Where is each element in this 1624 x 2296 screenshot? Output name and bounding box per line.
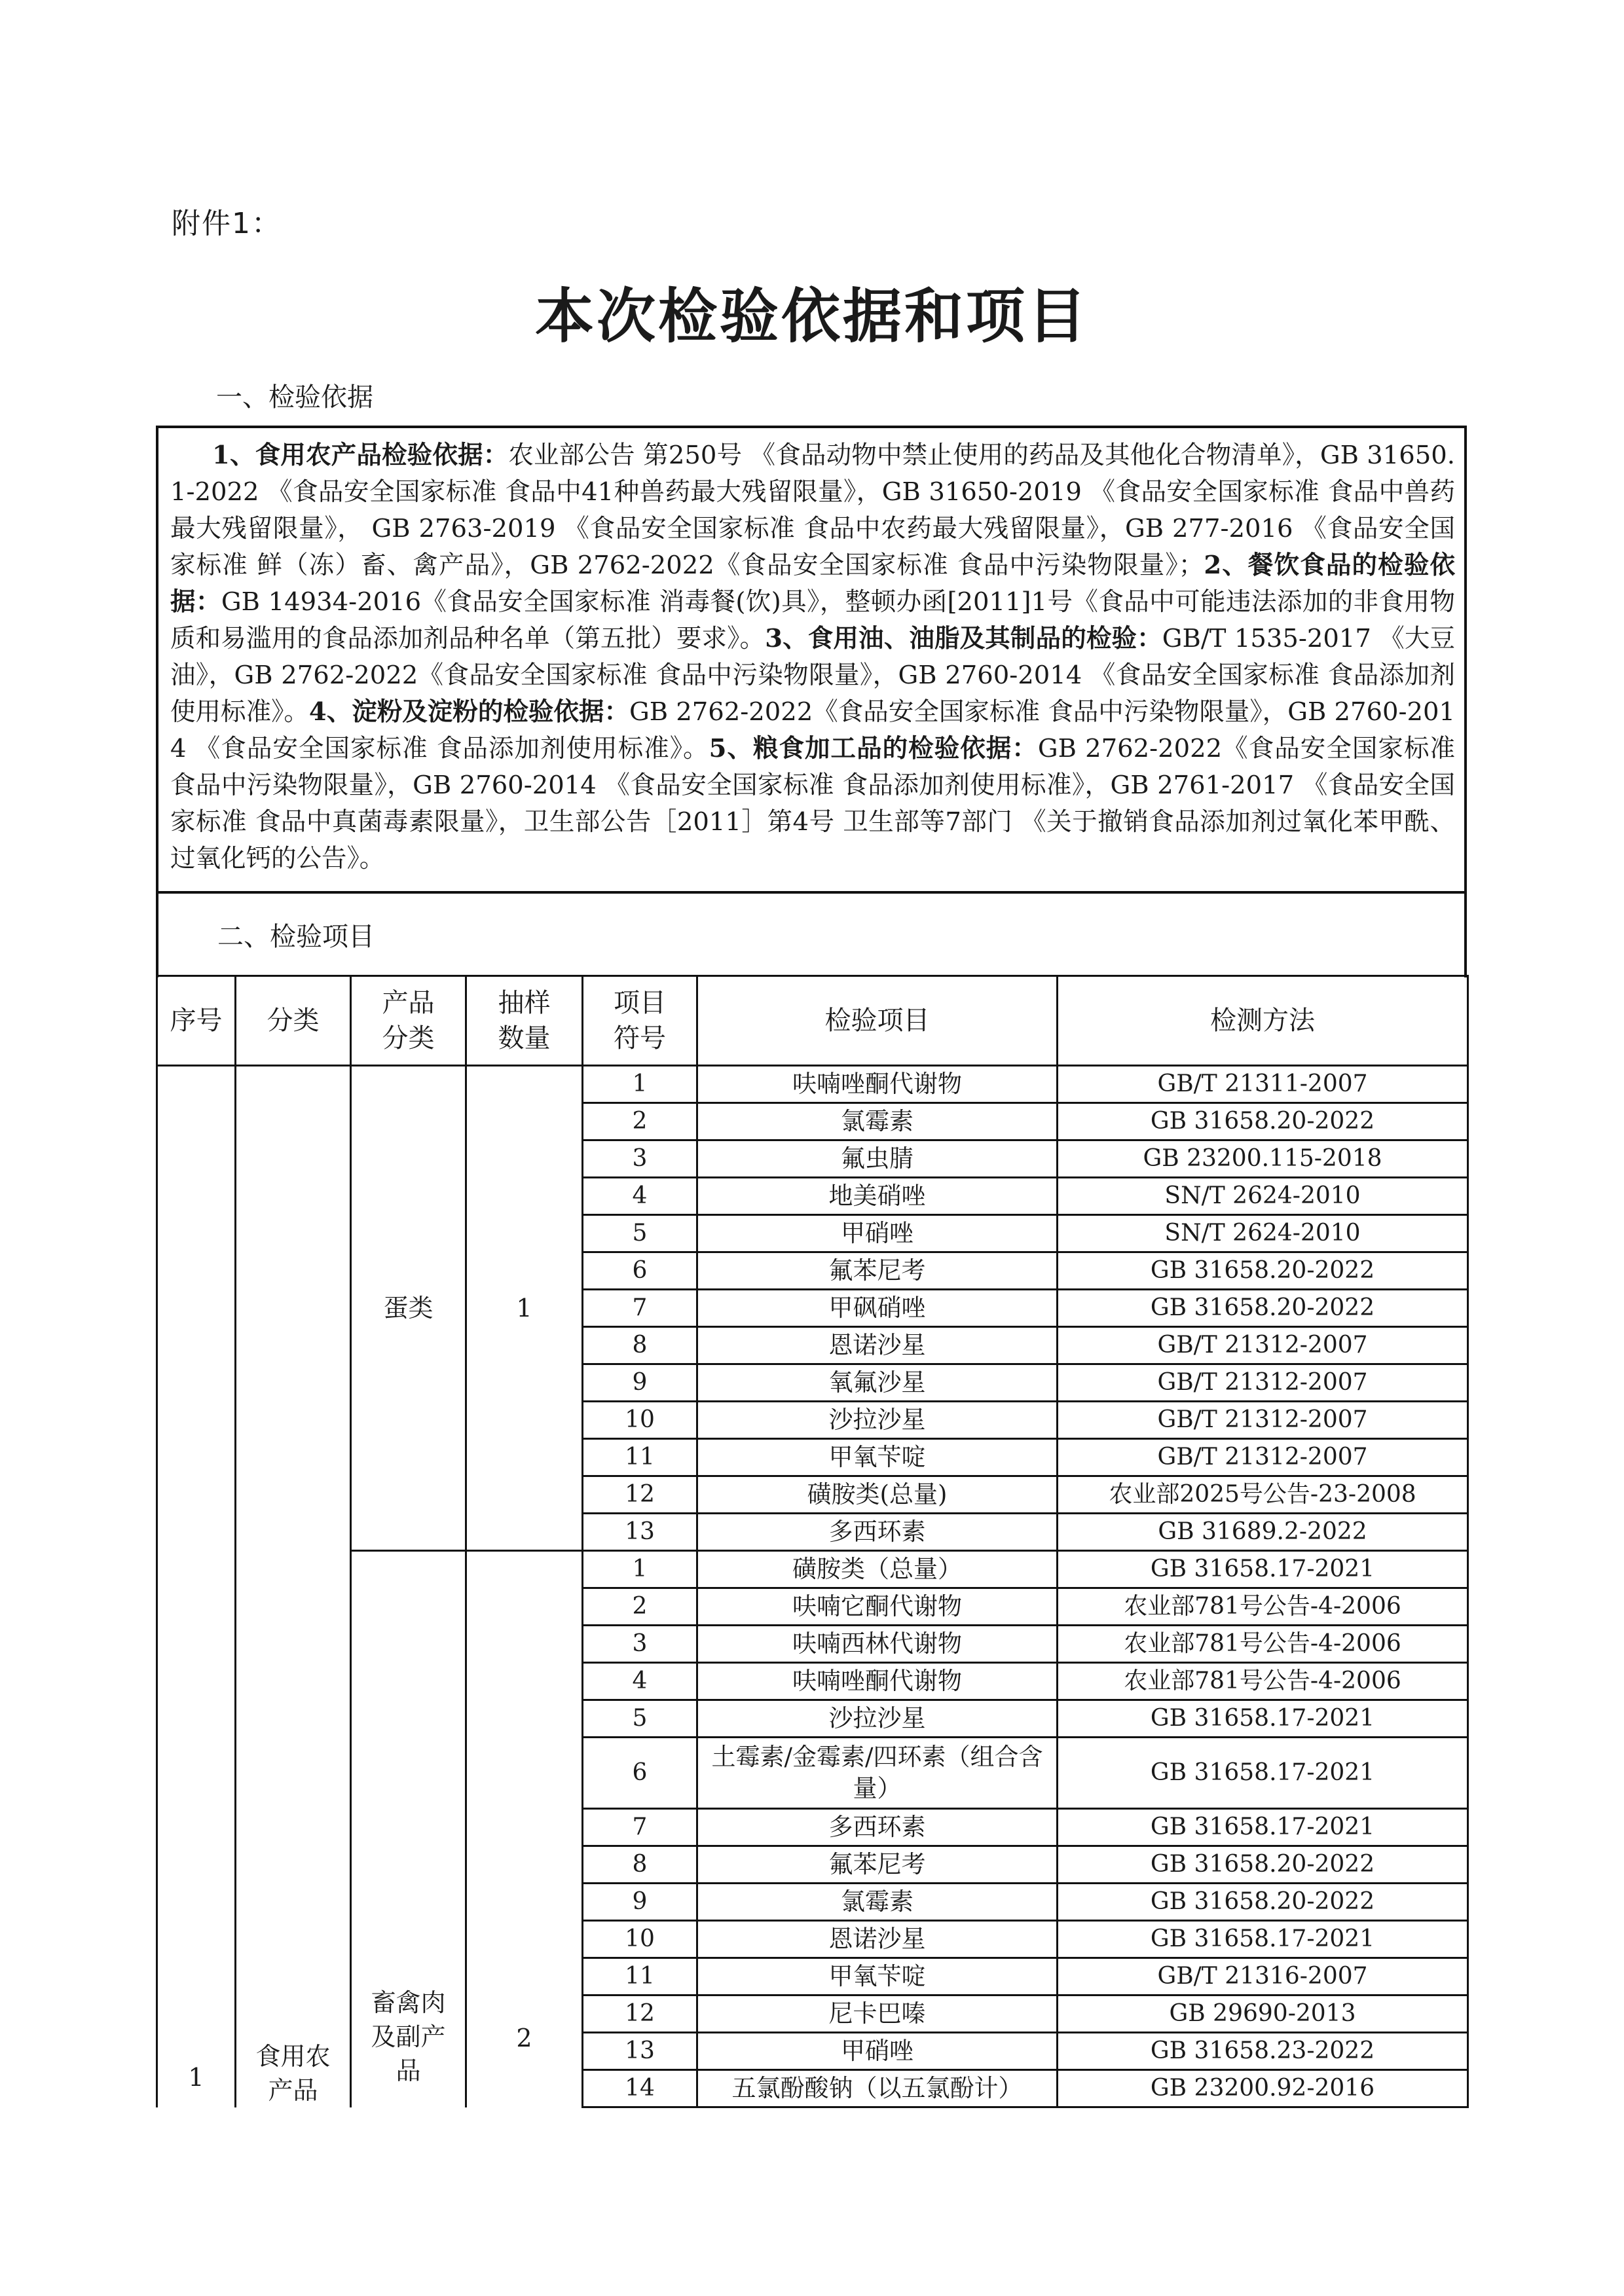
column-header [466, 976, 583, 1066]
item-name: 甲氧苄啶 [697, 1958, 1058, 1995]
item-number: 8 [583, 1327, 697, 1364]
column-header-text: 检验项目 [824, 1006, 930, 1036]
basis-text-segment: GB 2762-2022《食品安全国家标准 食品中污染物限量》，GB 2760-2014 《食品安全国家标准 食品添加剂使用标准》。 [170, 697, 1455, 763]
test-method: GB 31658.20-2022 [1058, 1252, 1468, 1290]
attachment-label: 附件1： [172, 207, 282, 240]
item-number: 5 [583, 1700, 697, 1738]
product-category-text: 蛋类 [383, 1294, 434, 1322]
section-2-heading: 二、检验项目 [217, 922, 375, 952]
section-2-header-box [156, 891, 1467, 977]
item-name: 甲砜硝唑 [697, 1290, 1058, 1327]
item-name: 甲氧苄啶 [697, 1439, 1058, 1476]
test-method: GB/T 21312-2007 [1058, 1327, 1468, 1364]
basis-text-segment: GB 2762-2022《食品安全国家标准 食品中污染物限量》，GB 2760-2014 《食品安全国家标准 食品添加剂使用标准》，GB 2761-2017 《食品安全国家标准 食品中真菌毒素限量》，卫生部公告［2011］第4号 卫生部等7部门 《关于撤销食品添加剂过氧化苯甲酰、过氧化钙的公告》。 [170, 734, 1455, 873]
table-header-row [157, 976, 1468, 1066]
product-category-text: 畜禽肉 [371, 1988, 446, 2017]
sample-quantity-cell: 2 [466, 1551, 583, 2107]
basis-subheading: 3、食用油、油脂及其制品的检验： [765, 624, 1162, 653]
test-method: GB/T 21316-2007 [1058, 1958, 1468, 1995]
item-name: 甲硝唑 [697, 2033, 1058, 2070]
item-name: 呋喃它酮代谢物 [697, 1588, 1058, 1626]
item-number: 6 [583, 1738, 697, 1809]
test-method: GB 31658.17-2021 [1058, 1921, 1468, 1958]
item-number: 7 [583, 1290, 697, 1327]
item-number: 14 [583, 2070, 697, 2107]
column-header [157, 976, 236, 1066]
column-header-text: 项目 [614, 988, 666, 1018]
test-method: SN/T 2624-2010 [1058, 1178, 1468, 1215]
inspection-basis-paragraph [170, 437, 1455, 877]
column-header-text: 符号 [614, 1023, 666, 1053]
item-number: 5 [583, 1215, 697, 1252]
column-header-text: 分类 [382, 1023, 435, 1053]
test-method: GB/T 21312-2007 [1058, 1439, 1468, 1476]
item-name: 五氯酚酸钠（以五氯酚计） [697, 2070, 1058, 2107]
item-number: 4 [583, 1178, 697, 1215]
item-name: 磺胺类（总量） [697, 1551, 1058, 1588]
item-number: 2 [583, 1103, 697, 1140]
basis-text-segment: 农业部公告 第250号 《食品动物中禁止使用的药品及其他化合物清单》，GB 31650.1-2022 《食品安全国家标准 食品中41种兽药最大残留限量》，GB 31650-2019 《食品安全国家标准 食品中兽药最大残留限量》， GB 2763-2019 《食品安全国家标准 食品中农药最大残留限量》，GB 277-2016 《食品安全国家标准 鲜（冻）畜、禽产品》，GB 2762-2022《食品安全国家标准 食品中污染物限量》； [170, 441, 1455, 580]
item-name: 地美硝唑 [697, 1178, 1058, 1215]
category-cell [236, 1066, 351, 2107]
item-number: 12 [583, 1995, 697, 2033]
column-header-text: 序号 [170, 1006, 223, 1036]
column-header [236, 976, 351, 1066]
item-name: 磺胺类(总量) [697, 1476, 1058, 1514]
column-header [351, 976, 466, 1066]
column-header-text: 数量 [498, 1023, 551, 1053]
test-method: GB 31658.20-2022 [1058, 1884, 1468, 1921]
test-method: GB 31658.17-2021 [1058, 1809, 1468, 1846]
basis-text-segment: GB 14934-2016《食品安全国家标准 消毒餐(饮)具》，整顿办函[2011]1号《食品中可能违法添加的非食用物质和易滥用的食品添加剂品种名单（第五批）要求》。 [170, 587, 1455, 653]
column-header-text: 产品 [382, 988, 435, 1018]
inspection-items-table [156, 975, 1469, 2108]
item-number: 6 [583, 1252, 697, 1290]
item-number: 10 [583, 1402, 697, 1439]
seq-cell: 1 [157, 1066, 236, 2107]
item-number: 7 [583, 1809, 697, 1846]
item-name: 呋喃西林代谢物 [697, 1626, 1058, 1663]
item-name: 尼卡巴嗪 [697, 1995, 1058, 2033]
item-name: 沙拉沙星 [697, 1700, 1058, 1738]
item-name: 呋喃唑酮代谢物 [697, 1663, 1058, 1700]
item-name: 氟苯尼考 [697, 1252, 1058, 1290]
test-method: SN/T 2624-2010 [1058, 1215, 1468, 1252]
item-number: 3 [583, 1626, 697, 1663]
basis-subheading: 1、食用农产品检验依据： [212, 441, 509, 470]
basis-subheading: 4、淀粉及淀粉的检验依据： [308, 697, 629, 727]
product-category-cell [351, 1066, 466, 1551]
item-name: 土霉素/金霉素/四环素（组合含量） [697, 1738, 1058, 1809]
item-number: 11 [583, 1958, 697, 1995]
product-category-text: 及副产 [371, 2022, 446, 2051]
column-header-text: 检测方法 [1210, 1006, 1315, 1036]
item-name: 甲硝唑 [697, 1215, 1058, 1252]
column-header [583, 976, 697, 1066]
item-number: 1 [583, 1066, 697, 1103]
item-number: 2 [583, 1588, 697, 1626]
item-number: 13 [583, 2033, 697, 2070]
inspection-basis-box [156, 426, 1467, 894]
column-header-text: 抽样 [498, 988, 551, 1018]
test-method: GB/T 21311-2007 [1058, 1066, 1468, 1103]
section-1-heading: 一、检验依据 [216, 382, 373, 412]
column-header-text: 分类 [267, 1006, 320, 1036]
item-name: 氟苯尼考 [697, 1846, 1058, 1884]
test-method: GB 31658.20-2022 [1058, 1846, 1468, 1884]
item-number: 13 [583, 1514, 697, 1551]
item-name: 沙拉沙星 [697, 1402, 1058, 1439]
item-name: 呋喃唑酮代谢物 [697, 1066, 1058, 1103]
test-method: GB/T 21312-2007 [1058, 1402, 1468, 1439]
item-number: 10 [583, 1921, 697, 1958]
test-method: GB 31658.20-2022 [1058, 1290, 1468, 1327]
item-number: 8 [583, 1846, 697, 1884]
item-name: 氯霉素 [697, 1884, 1058, 1921]
item-number: 4 [583, 1663, 697, 1700]
test-method: GB 23200.115-2018 [1058, 1140, 1468, 1178]
test-method: 农业部2025号公告-23-2008 [1058, 1476, 1468, 1514]
test-method: GB 23200.92-2016 [1058, 2070, 1468, 2107]
test-method: GB 31658.17-2021 [1058, 1738, 1468, 1809]
product-category-cell [351, 1551, 466, 2107]
table-row [157, 1066, 1468, 1103]
page-title: 本次检验依据和项目 [535, 282, 1089, 351]
item-name: 氯霉素 [697, 1103, 1058, 1140]
item-number: 9 [583, 1364, 697, 1402]
category-text: 食用农 [255, 2041, 331, 2071]
basis-subheading: 5、粮食加工品的检验依据： [709, 734, 1038, 763]
item-name: 多西环素 [697, 1809, 1058, 1846]
basis-text-segment: GB/T 1535-2017 《大豆油》，GB 2762-2022《食品安全国家标准 食品中污染物限量》，GB 2760-2014 《食品安全国家标准 食品添加剂使用标准》。 [170, 624, 1455, 727]
item-number: 3 [583, 1140, 697, 1178]
test-method: GB 31658.23-2022 [1058, 2033, 1468, 2070]
item-number: 9 [583, 1884, 697, 1921]
test-method: 农业部781号公告-4-2006 [1058, 1663, 1468, 1700]
test-method: 农业部781号公告-4-2006 [1058, 1588, 1468, 1626]
product-category-text: 品 [396, 2056, 421, 2085]
column-header [697, 976, 1058, 1066]
item-name: 氧氟沙星 [697, 1364, 1058, 1402]
item-number: 11 [583, 1439, 697, 1476]
column-header [1058, 976, 1468, 1066]
test-method: GB 31658.20-2022 [1058, 1103, 1468, 1140]
item-number: 12 [583, 1476, 697, 1514]
test-method: GB 31658.17-2021 [1058, 1700, 1468, 1738]
test-method: GB/T 21312-2007 [1058, 1364, 1468, 1402]
item-number: 1 [583, 1551, 697, 1588]
item-name: 恩诺沙星 [697, 1327, 1058, 1364]
item-name: 多西环素 [697, 1514, 1058, 1551]
item-name: 氟虫腈 [697, 1140, 1058, 1178]
test-method: GB 29690-2013 [1058, 1995, 1468, 2033]
category-text: 产品 [268, 2075, 318, 2105]
sample-quantity-cell: 1 [466, 1066, 583, 1551]
table-row [157, 1551, 1468, 1588]
basis-subheading: 2、餐饮食品的检验依据： [170, 551, 1455, 617]
item-name: 恩诺沙星 [697, 1921, 1058, 1958]
test-method: GB 31658.17-2021 [1058, 1551, 1468, 1588]
test-method: GB 31689.2-2022 [1058, 1514, 1468, 1551]
test-method: 农业部781号公告-4-2006 [1058, 1626, 1468, 1663]
